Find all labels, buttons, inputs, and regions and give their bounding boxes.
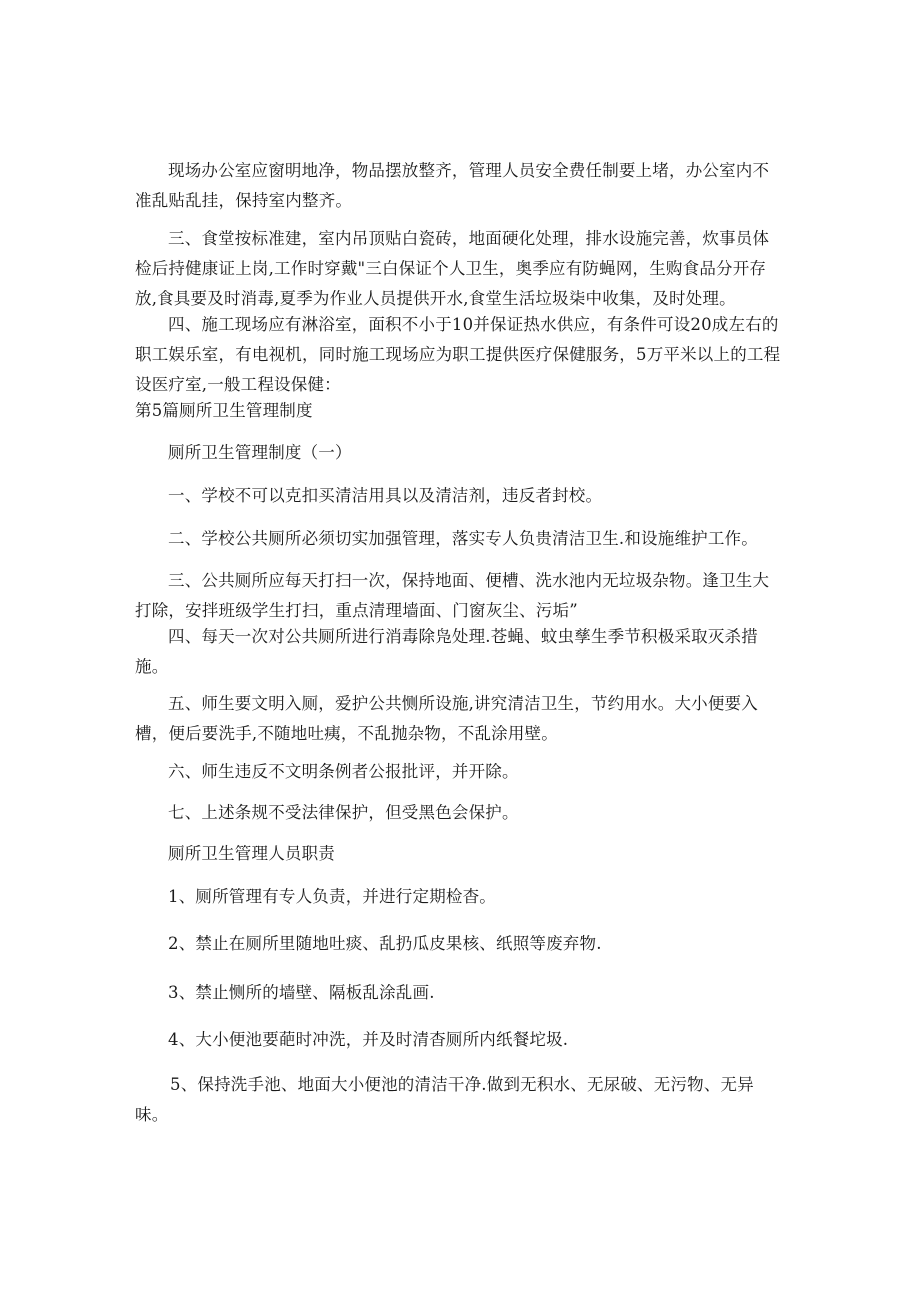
rule-item: 四、每天一次对公共厕所进行消毒除凫处理.苍蝇、蚊虫孳生季节积极采取灭杀措施。: [135, 627, 758, 676]
section-title: 厕所卫生管理制度（一）: [168, 443, 352, 462]
duty-item: 2、禁止在厕所里随地吐痰、乱扔瓜皮果核、纸照等废弃物.: [168, 934, 602, 953]
paragraph-bathroom: 四、施工现场应有淋浴室，面积不小于10并保证热水供应，有条件可设20成左右的职工娱乐室，有电视机，同时施工现场应为职工提供医疗保健服务，5万平米以上的工程设医疗室,一般工程设保健：: [135, 315, 781, 394]
rule-item: 一、学校不可以克扣买清洁用具以及清洁剂，违反者封校。: [168, 486, 603, 505]
rule-item: 七、上述条规不受法律保护，但受黑色会保护。: [168, 803, 519, 822]
chapter-title: 第5篇厕所卫生管理制度: [135, 401, 313, 420]
duty-item: 4、大小便池要葩时冲洗，并及时清杳厕所内纸餐坨圾.: [168, 1030, 569, 1049]
rule-item: 二、学校公共厕所必须切实加强管理，落实专人负贵清洁卫生.和设施维护工作。: [168, 529, 758, 548]
duty-item: 1、厕所管理有专人负责，并进行定期检杳。: [168, 887, 496, 906]
paragraph-canteen: 三、食堂按标准建，室内吊顶贴白瓷砖，地面硬化处理，排水设施完善，炊事员体检后持健康证上岗,工作时穿戴"三白保证个人卫生，奥季应有防蝇网，生购食品分开存放,食具要及时消毒,夏季为作业人员提供开水,食堂生活垃圾柒中收集，及时处理。: [135, 229, 770, 308]
paragraph-office: 现场办公室应窗明地净，物品摆放整齐，管理人员安全费任制要上堵，办公室内不准乱贴乱挂，保持室内整齐。: [135, 161, 770, 210]
duty-item: 5、保持洗手池、地面大小便池的清洁干净.做到无积水、无尿破、无污物、无异味。: [135, 1075, 754, 1124]
rule-item: 三、公共厕所应每天打扫一次，保持地面、便槽、洗水池内无垃圾杂物。逢卫生大打除，安拌班级学生打扫，重点清理墙面、门窗灰尘、污垢”: [135, 571, 770, 620]
rule-item: 五、师生要文明入厕，爱护公共恻所设施,讲究清洁卫生，节约用水。大小便要入槽，便后要洗手,不随地吐痍，不乱抛杂物，不乱涂用壁。: [135, 694, 758, 743]
duty-item: 3、禁止恻所的墙壁、隔板乱涂乱画.: [168, 983, 435, 1002]
rule-item: 六、师生违反不文明条例者公报批评，并开除。: [168, 762, 519, 781]
duties-title: 厕所卫生管理人员职责: [168, 844, 335, 863]
